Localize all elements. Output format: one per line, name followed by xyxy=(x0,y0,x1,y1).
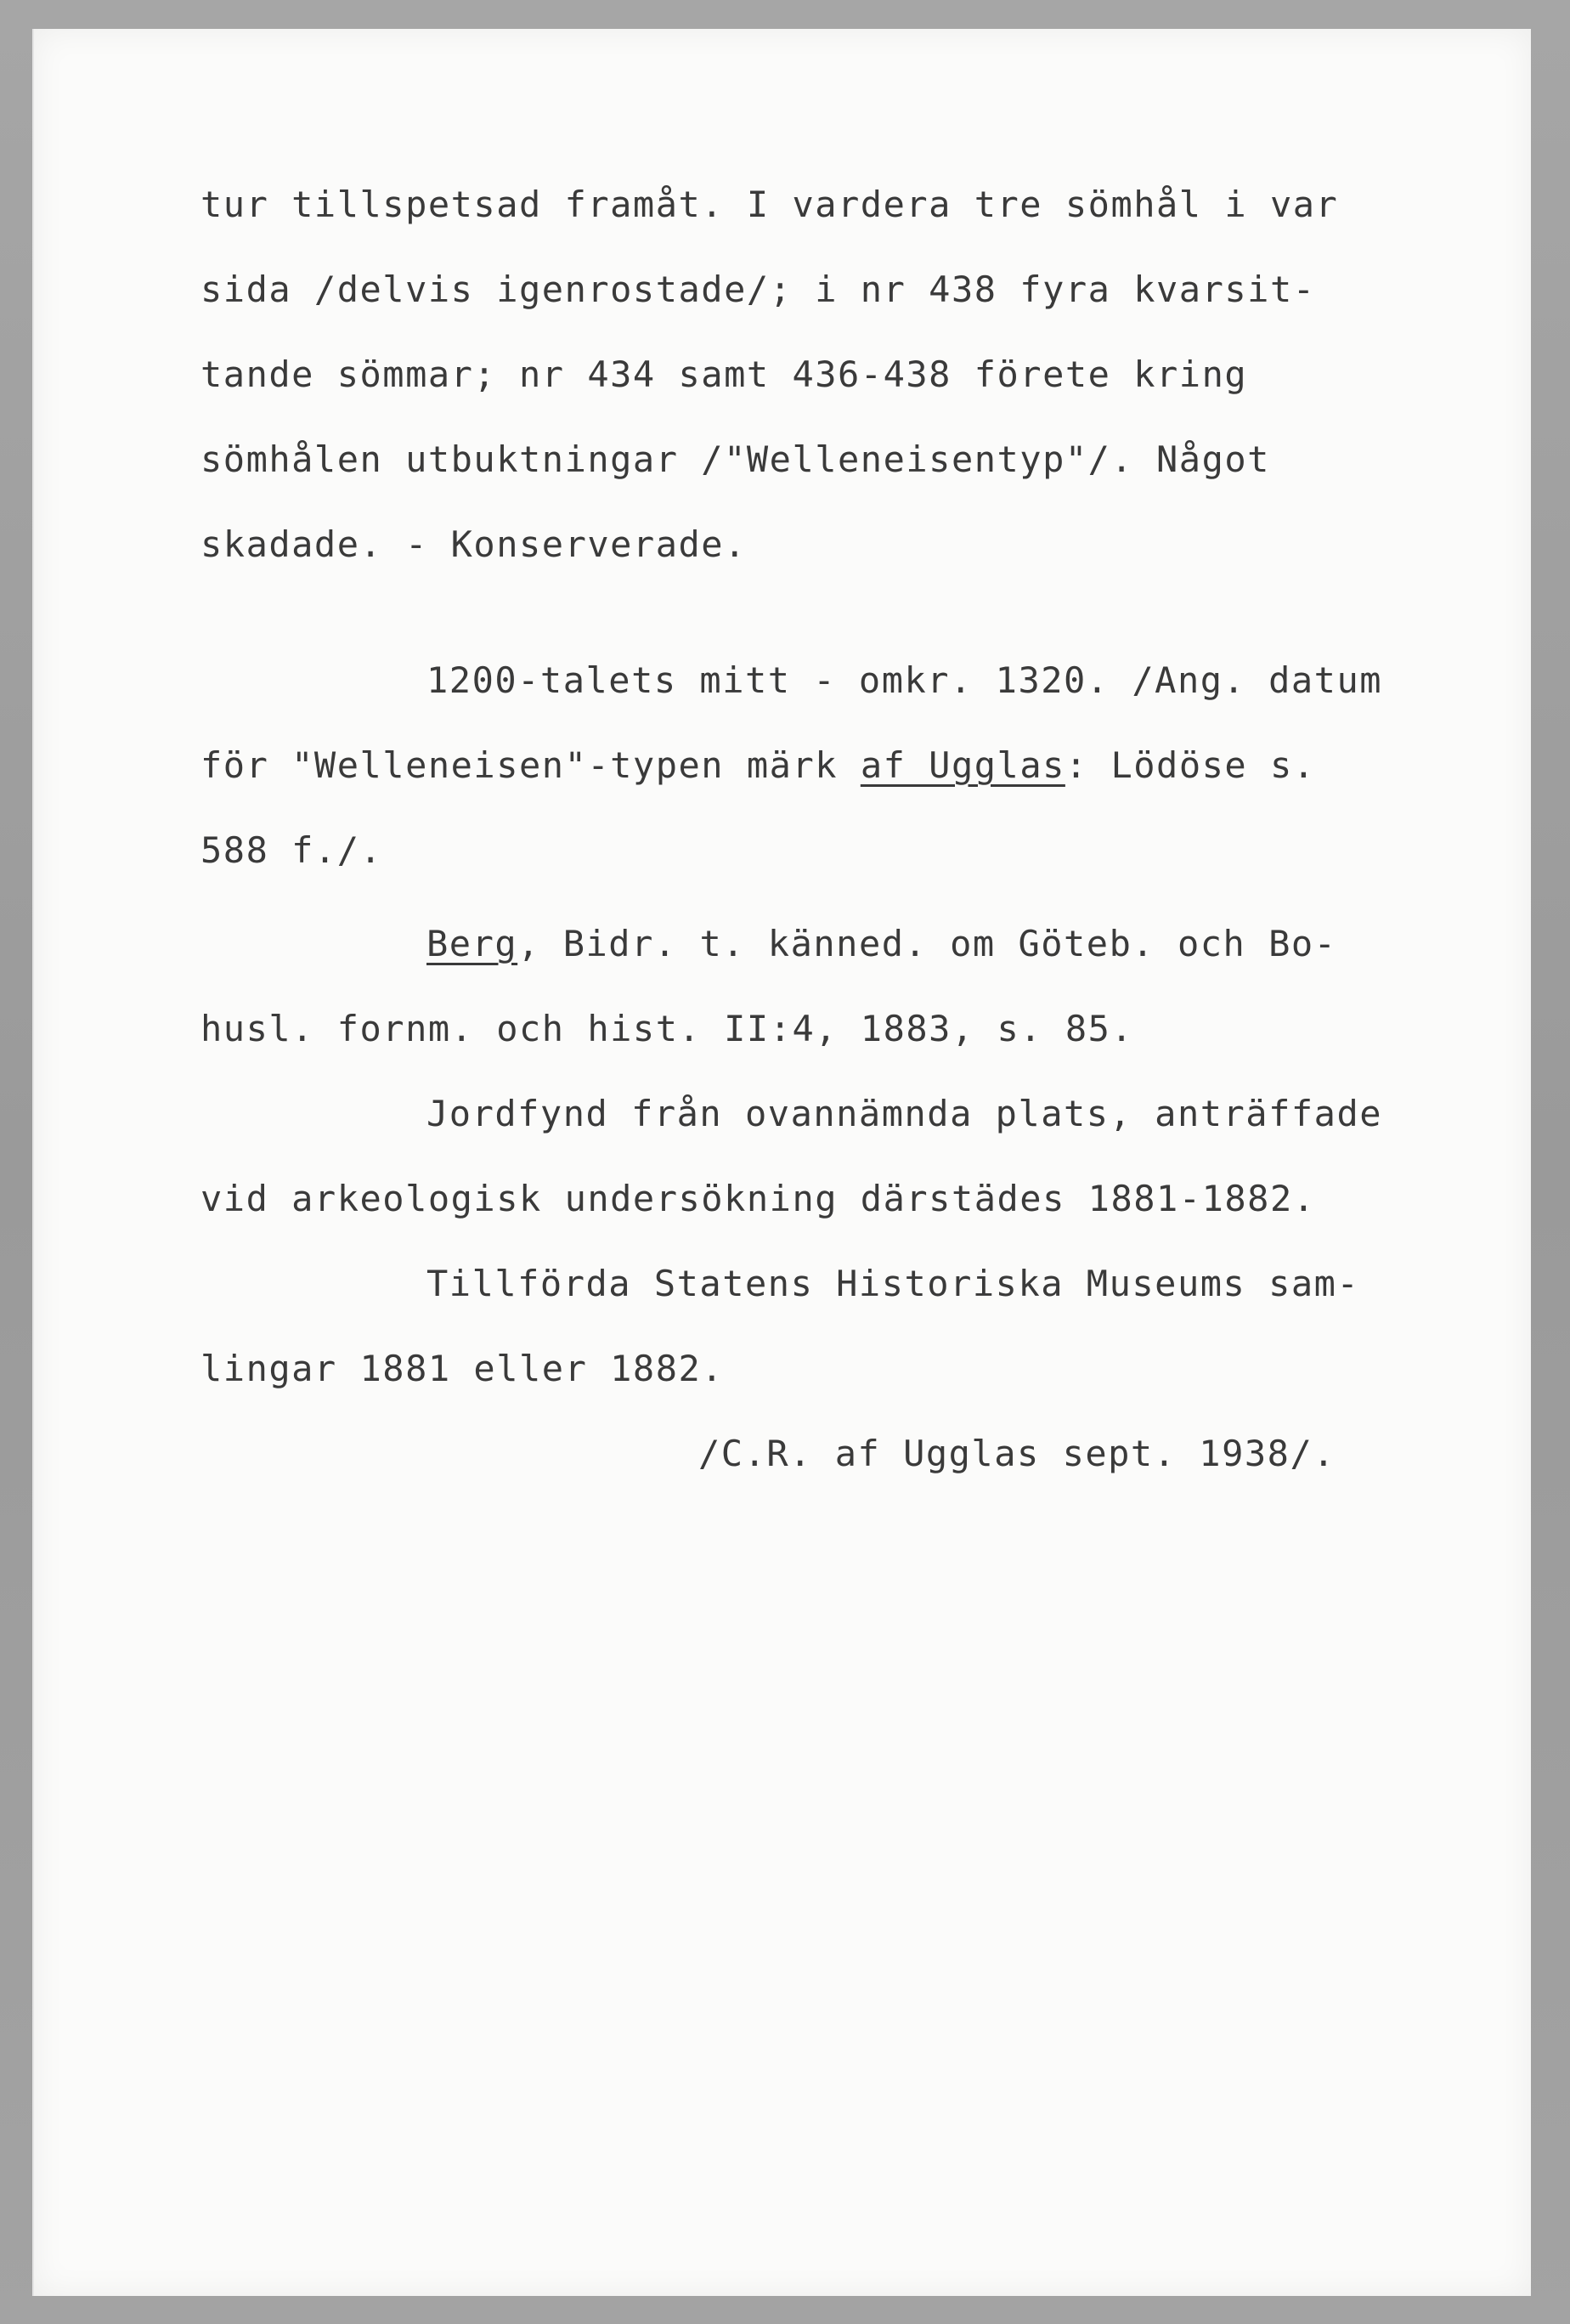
dating-text: för "Welleneisen"-typen märk xyxy=(200,744,861,786)
acquisition-line: lingar 1881 eller 1882. xyxy=(200,1348,725,1389)
text-line: sida /delvis igenrostade/; i nr 438 fyra kvarsit- xyxy=(200,269,1316,310)
text-line: skadade. - Konserverade. xyxy=(200,523,747,565)
find-line: Jordfynd från ovannämnda plats, anträffade xyxy=(426,1093,1383,1134)
reference-author: af Ugglas xyxy=(860,744,1065,786)
dating-line xyxy=(200,744,1316,786)
acquisition-line: Tillförda Statens Historiska Museums sam- xyxy=(426,1263,1360,1304)
dating-line: 588 f./. xyxy=(200,829,383,871)
literature-author: Berg xyxy=(426,923,518,964)
text-line: sömhålen utbuktningar /"Welleneisentyp"/. Något xyxy=(200,438,1270,480)
dating-line: 1200-talets mitt - omkr. 1320. /Ang. datum xyxy=(426,659,1383,701)
text-line: tande sömmar; nr 434 samt 436-438 förete kring xyxy=(200,353,1248,395)
find-line: vid arkeologisk undersökning därstädes 1881-1882. xyxy=(200,1178,1316,1219)
text-line: tur tillspetsad framåt. I vardera tre sömhål i var xyxy=(200,184,1339,225)
catalog-card xyxy=(32,29,1531,2296)
literature-line xyxy=(426,923,1337,964)
literature-line: husl. fornm. och hist. II:4, 1883, s. 85. xyxy=(200,1008,1134,1049)
dating-text: : Lödöse s. xyxy=(1065,744,1316,786)
literature-text: , Bidr. t. känned. om Göteb. och Bo- xyxy=(517,923,1337,964)
signature: /C.R. af Ugglas sept. 1938/. xyxy=(698,1433,1336,1474)
